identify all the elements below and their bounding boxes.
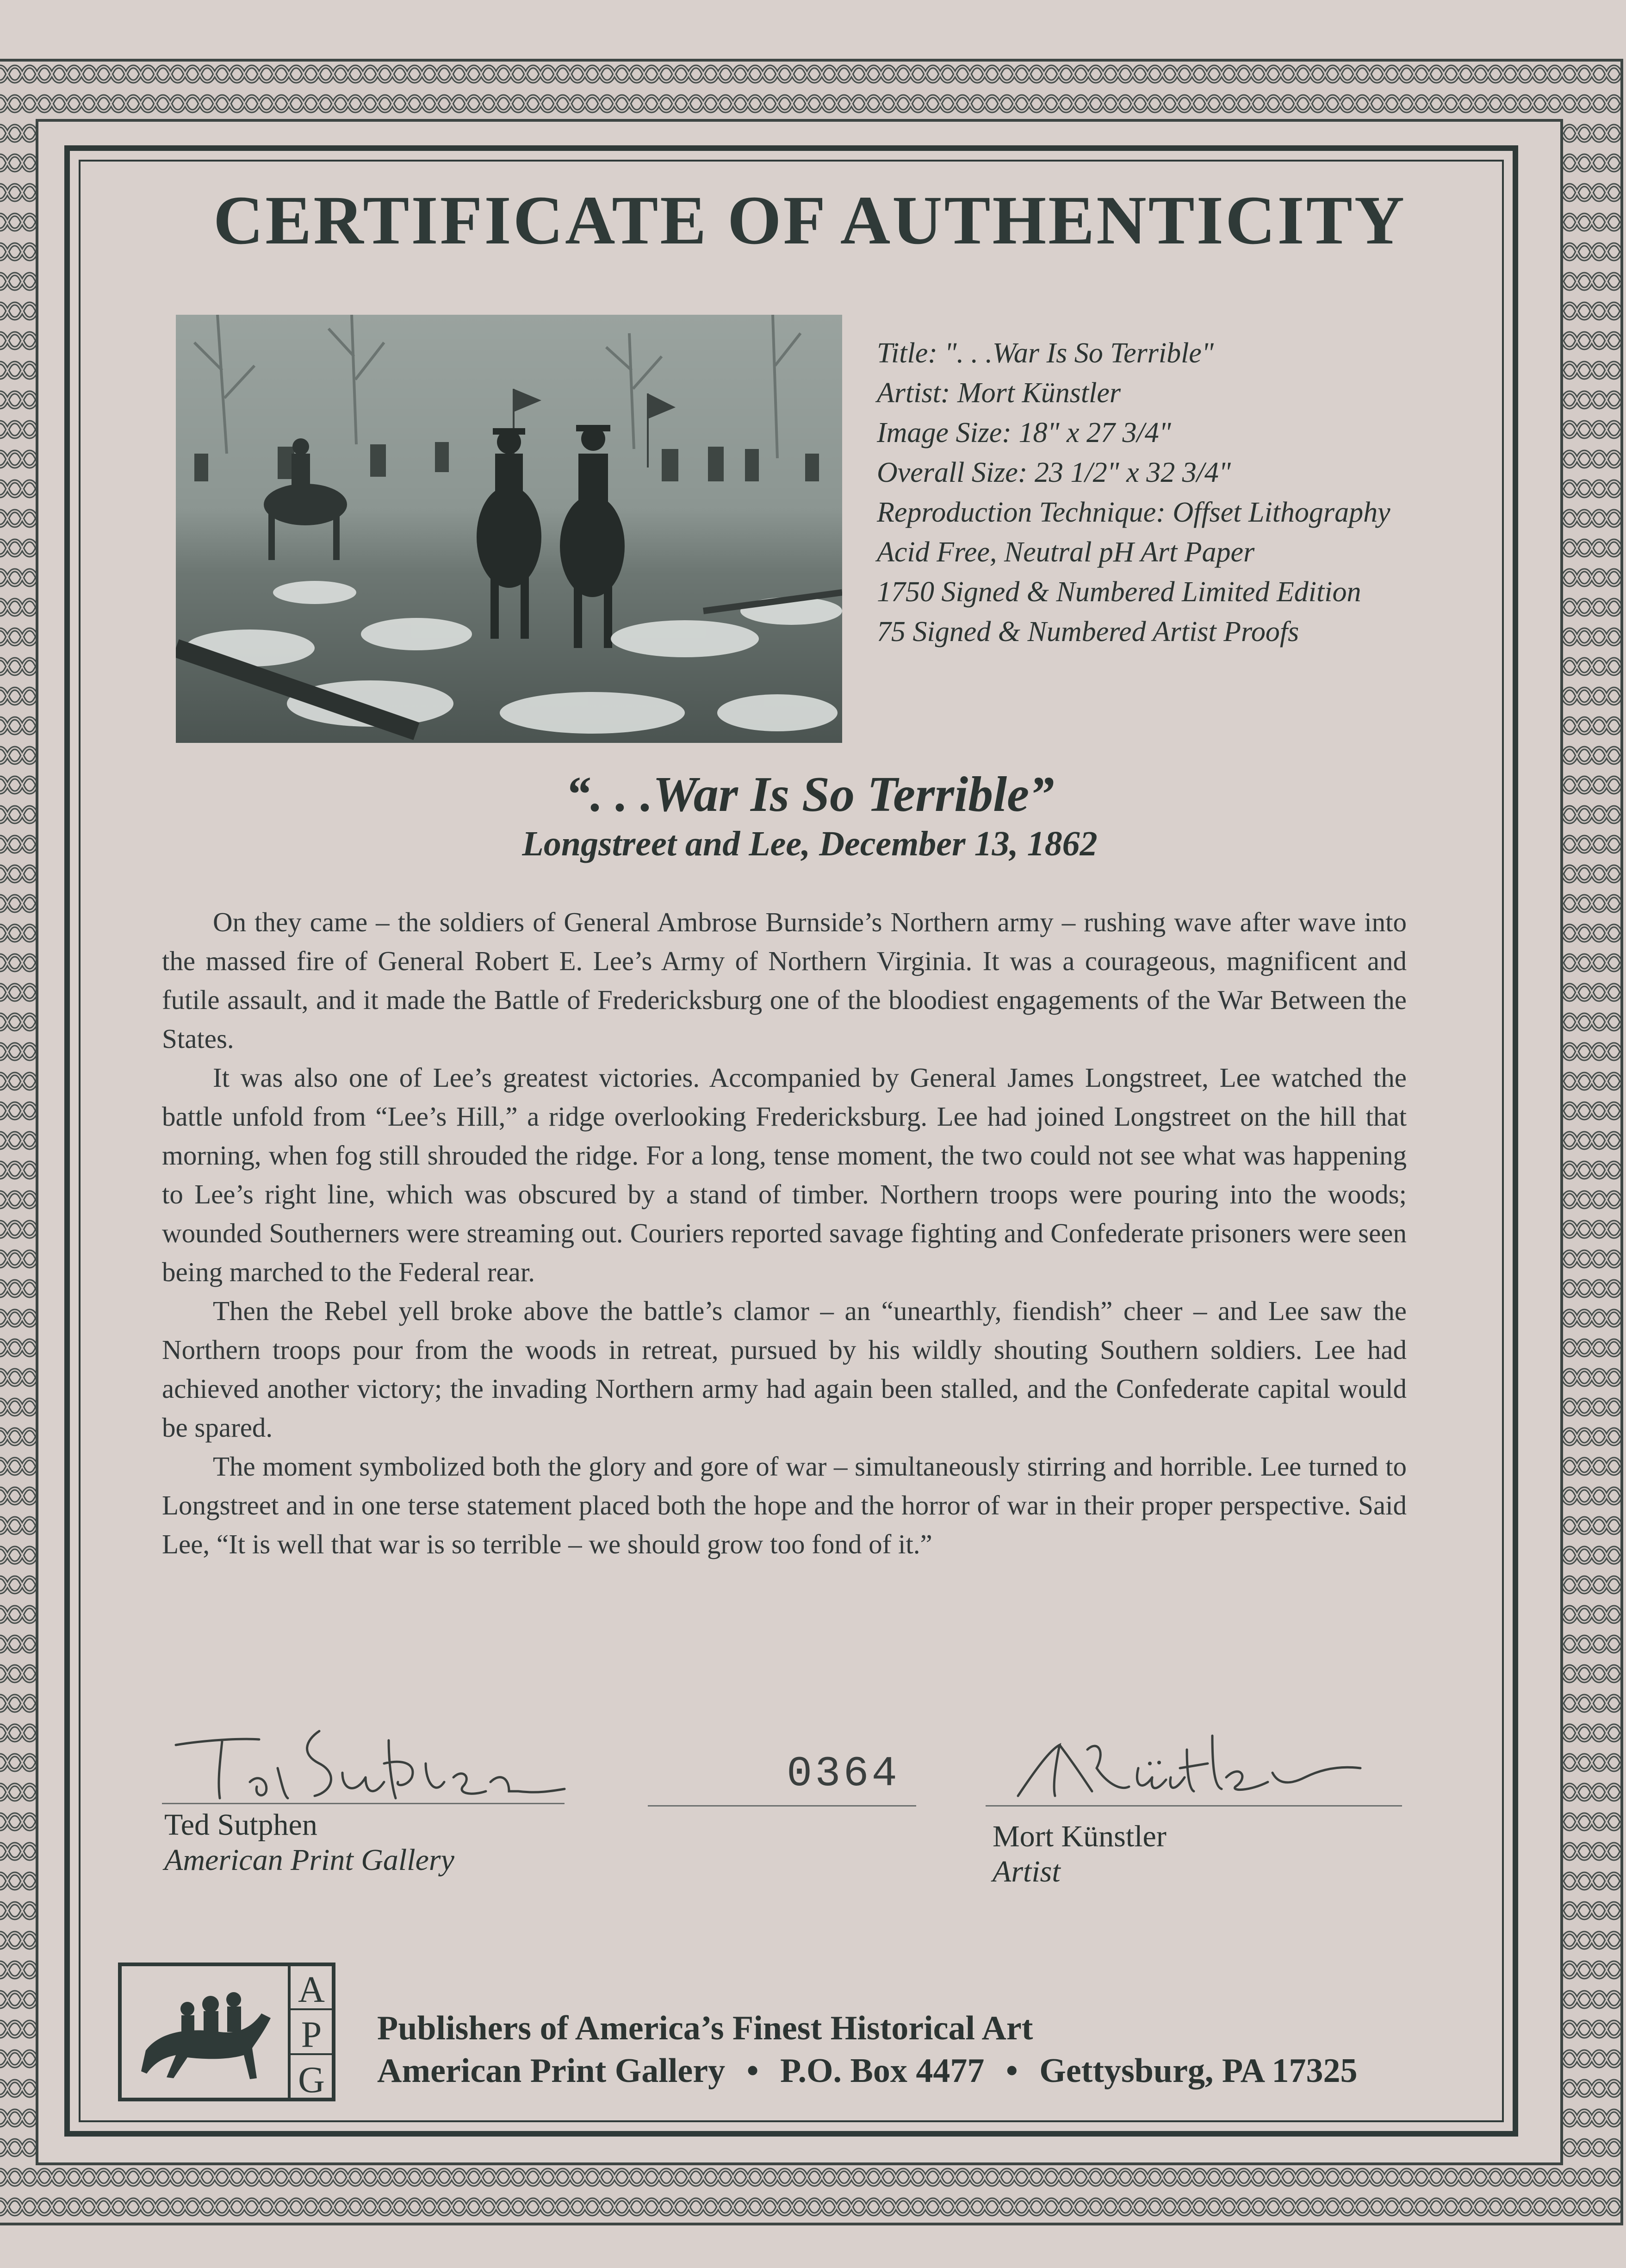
sutphen-signature bbox=[167, 1713, 583, 1805]
spec-paper: Acid Free, Neutral pH Art Paper bbox=[877, 536, 1255, 568]
spec-proofs: 75 Signed & Numbered Artist Proofs bbox=[877, 616, 1299, 648]
left-signer-name: Ted Sutphen bbox=[164, 1808, 317, 1842]
battle-painting bbox=[176, 315, 842, 743]
signature-line-left bbox=[162, 1803, 565, 1804]
bullet-separator: • bbox=[1005, 2052, 1018, 2090]
right-signer-role: Artist bbox=[993, 1855, 1061, 1888]
print-specifications bbox=[877, 333, 1455, 652]
certificate-heading: CERTIFICATE OF AUTHENTICITY bbox=[213, 182, 1407, 259]
logo-letter-p: P bbox=[301, 2014, 322, 2055]
paragraph: The moment symbolized both the glory and gore of war – simultaneously stirring and horrible. Lee turned to Longstreet and in one terse statement placed both the hope and the horror of war in their proper perspective. Said Lee, “It is well that war is so terrible – we should grow too fond of it.” bbox=[162, 1451, 1407, 1559]
logo-letter-g: G bbox=[298, 2060, 325, 2100]
serial-line bbox=[648, 1805, 916, 1807]
right-signature-block bbox=[993, 1819, 1167, 1889]
publisher-po-box: P.O. Box 4477 bbox=[780, 2052, 985, 2090]
publisher-name: American Print Gallery bbox=[377, 2052, 726, 2090]
artwork-title: “. . .War Is So Terrible” bbox=[565, 767, 1055, 822]
bullet-separator: • bbox=[746, 2052, 759, 2090]
spec-artist: Artist: Mort Künstler bbox=[877, 377, 1121, 409]
left-signature-block bbox=[164, 1807, 454, 1878]
spec-technique: Reproduction Technique: Offset Lithography bbox=[877, 497, 1390, 528]
artwork-subtitle: Longstreet and Lee, December 13, 1862 bbox=[522, 824, 1098, 863]
publisher-address bbox=[377, 2051, 1358, 2091]
paragraph: It was also one of Lee’s greatest victories. Accompanied by General James Longstreet, Lee watched the battle unfold from “Lee’s Hill,” a ridge overlooking Fredericksburg. Lee had joined Longstreet on the hill that morning, when fog still shrouded the ridge. For a long, tense moment, the two could not see what was happening to Lee’s right line, which was obscured by a stand of timber. Northern troops were pouring into the woods; wounded Southerners were streaming out. Couriers reported savage fighting and Confederate prisoners were seen being marched to the Federal rear. bbox=[162, 1062, 1407, 1287]
signature-line-right bbox=[986, 1805, 1402, 1807]
spec-title: Title: ". . .War Is So Terrible" bbox=[877, 337, 1214, 369]
spec-image-size: Image Size: 18" x 27 3/4" bbox=[877, 417, 1171, 449]
publisher-city: Gettysburg, PA 17325 bbox=[1039, 2052, 1358, 2090]
publisher-tagline: Publishers of America’s Finest Historical Art bbox=[377, 2009, 1033, 2047]
kunstler-signature bbox=[1009, 1722, 1379, 1805]
edition-serial-number: 0364 bbox=[787, 1750, 900, 1798]
spec-overall-size: Overall Size: 23 1/2" x 32 3/4" bbox=[877, 457, 1231, 488]
left-signer-role: American Print Gallery bbox=[164, 1843, 454, 1877]
paragraph: On they came – the soldiers of General Ambrose Burnside’s Northern army – rushing wave after wave into the massed fire of General Robert E. Lee’s Army of Northern Virginia. It was a courageous, magnificent and futile assault, and it made the Battle of Fredericksburg one of the bloodiest engagements of the War Between the States. bbox=[162, 907, 1407, 1054]
right-signer-name: Mort Künstler bbox=[993, 1819, 1167, 1853]
narrative-text bbox=[162, 903, 1407, 1564]
logo-letter-a: A bbox=[298, 1969, 325, 2010]
paragraph: Then the Rebel yell broke above the battle’s clamor – an “unearthly, fiendish” cheer – and Lee saw the Northern troops pour from the woods in retreat, pursued by his wildly shouting Southern soldiers. Lee had achieved another victory; the invading Northern army had again been stalled, and the Confederate capital would be spared. bbox=[162, 1296, 1407, 1443]
spec-edition: 1750 Signed & Numbered Limited Edition bbox=[877, 576, 1361, 608]
cavalry-logo bbox=[118, 1963, 335, 2101]
